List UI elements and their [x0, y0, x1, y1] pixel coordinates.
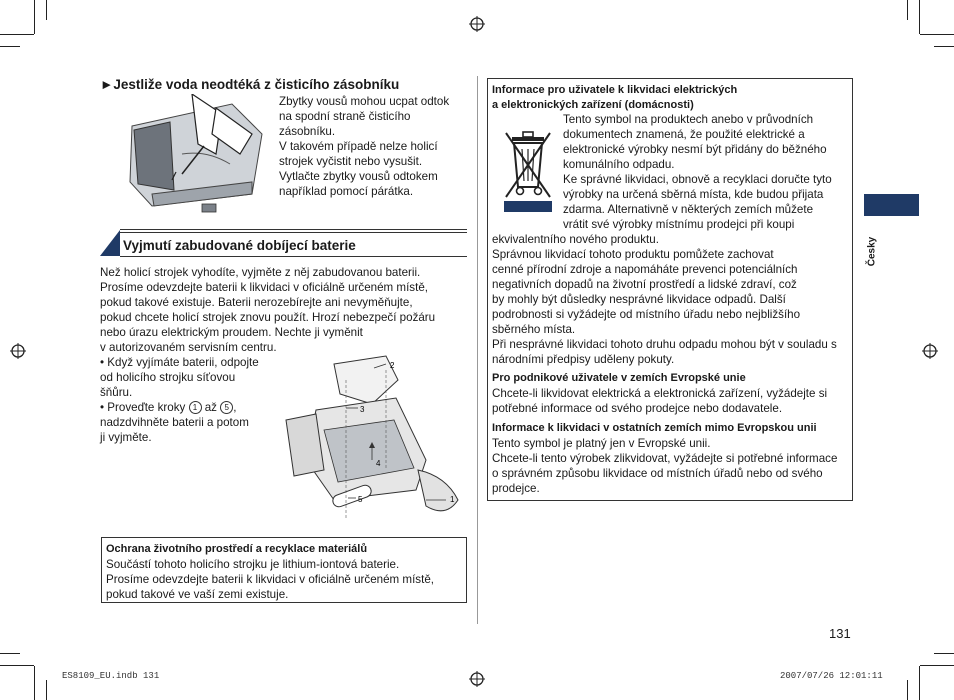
eco-text: Součástí tohoto holicího strojku je lithium-iontová baterie. Prosíme odevzdejte baterii k likvidaci v oficiálně určeném místě, pokud takové ve vaší zemi existuje. [106, 558, 434, 601]
language-tab-label: Česky [866, 236, 878, 267]
disposal-title-1: Informace pro uživatele k likvidaci elektrických [492, 84, 738, 96]
callout-label: 4 [376, 459, 381, 468]
section-title-battery: Vyjmutí zabudované dobíjecí baterie [123, 238, 356, 253]
section-header-rule [120, 256, 467, 257]
section-header-corner [100, 230, 120, 256]
business-users-heading: Pro podnikové uživatele v zemích Evropské unie [492, 372, 746, 384]
crossed-out-wheelie-bin-icon [500, 127, 556, 215]
business-users-text: Chcete-li likvidovat elektrická a elektronická zařízení, vyžádejte si potřebné informace od svého prodejce nebo dodavatele. [492, 387, 828, 415]
eco-info-box [101, 537, 467, 603]
non-eu-text: Tento symbol je platný jen v Evropské unii. Chcete-li tento výrobek zlikvidovat, vyžádejte si potřebné informace o správném způsobu likvidace od místních úřadů nebo od svého prodejce. [492, 437, 838, 495]
non-eu-heading: Informace k likvidaci v ostatních zemích mimo Evropskou unii [492, 422, 817, 434]
registration-mark-icon [922, 343, 938, 359]
registration-mark-icon [469, 671, 485, 687]
language-tab [864, 194, 919, 216]
callout-label: 5 [358, 495, 363, 504]
eco-title: Ochrana životního prostředí a recyklace materiálů [106, 543, 368, 555]
disposal-info-box [487, 78, 853, 501]
step-number: 5 [220, 401, 233, 414]
disposal-title-2: a elektronických zařízení (domácnosti) [492, 99, 694, 111]
callout-label: 1 [450, 495, 455, 504]
step-number: 1 [189, 401, 202, 414]
registration-mark-icon [469, 16, 485, 32]
drain-instructions: Zbytky vousů mohou ucpat odtok na spodní straně čisticího zásobníku. V takovém případě nelze holicí strojek vyčistit nebo vysušit. Vytlačte zbytky vousů odtokem například pomocí párátka. [279, 95, 450, 198]
page-number: 131 [829, 626, 851, 641]
column-divider [477, 76, 478, 624]
footer-timestamp: 2007/07/26 12:01:11 [780, 671, 883, 681]
section-header-rule [120, 229, 467, 230]
disposal-symbol-text: Tento symbol na produktech anebo v průvodních dokumentech znamená, že použité elektrické a elektronické výrobky nesmí být přidány do běžného komunálního odpadu. Ke správné likvidaci, obnově a recyklaci doručte tyto výrobky na určená sběrná místa, kde budou přijata zdarma. Alternativně v některých zemích můžete vrátit své výrobky místnímu prodejci při koupi [563, 113, 832, 231]
footer-file-info: ES8109_EU.indb 131 [62, 671, 160, 681]
battery-bullet-2: • Proveďte kroky 1 až 5 , [100, 401, 237, 414]
section-title-drain: ►Jestliže voda neodtéká z čisticího zásobníku [100, 77, 400, 92]
shaver-cleaning-illustration [112, 94, 276, 216]
callout-label: 3 [360, 405, 365, 414]
section-header-rule [120, 232, 467, 233]
battery-bullet-1: • Když vyjímáte baterii, odpojte od holicího strojku síťovou šňůru. [100, 356, 259, 399]
registration-mark-icon [10, 343, 26, 359]
battery-intro: Než holicí strojek vyhodíte, vyjměte z něj zabudovanou baterii. Prosíme odevzdejte baterii k likvidaci v oficiálně určeném místě, pokud takové existuje. Baterii nerozebírejte ani nevyměňujte, pokud chcete holicí strojek znovu použít. Hrozí nebezpečí požáru nebo úrazu elektrickým proudem. Nechte ji vyměnit v autorizovaném servisním centru. [100, 266, 436, 354]
disposal-general-text: ekvivalentního nového produktu. Správnou likvidací tohoto produktu pomůžete zachovat cenné přírodní zdroje a napomáháte prevenci potenciálních negativních dopadů na životní prostředí a lidské zdraví, což by mohly být důsledky nesprávné likvidace odpadů. Další podrobnosti si vyžádejte od místního úřadu nebo nejbližšího sběrného místa. Při nesprávné likvidaci tohoto druhu odpadu mohou být v souladu s národními předpisy uděleny pokuty. [492, 233, 837, 366]
callout-label: 2 [390, 361, 395, 370]
battery-removal-diagram [276, 350, 466, 526]
battery-bullet-2-rest: nadzdvihněte baterii a potom ji vyjměte. [100, 416, 249, 444]
